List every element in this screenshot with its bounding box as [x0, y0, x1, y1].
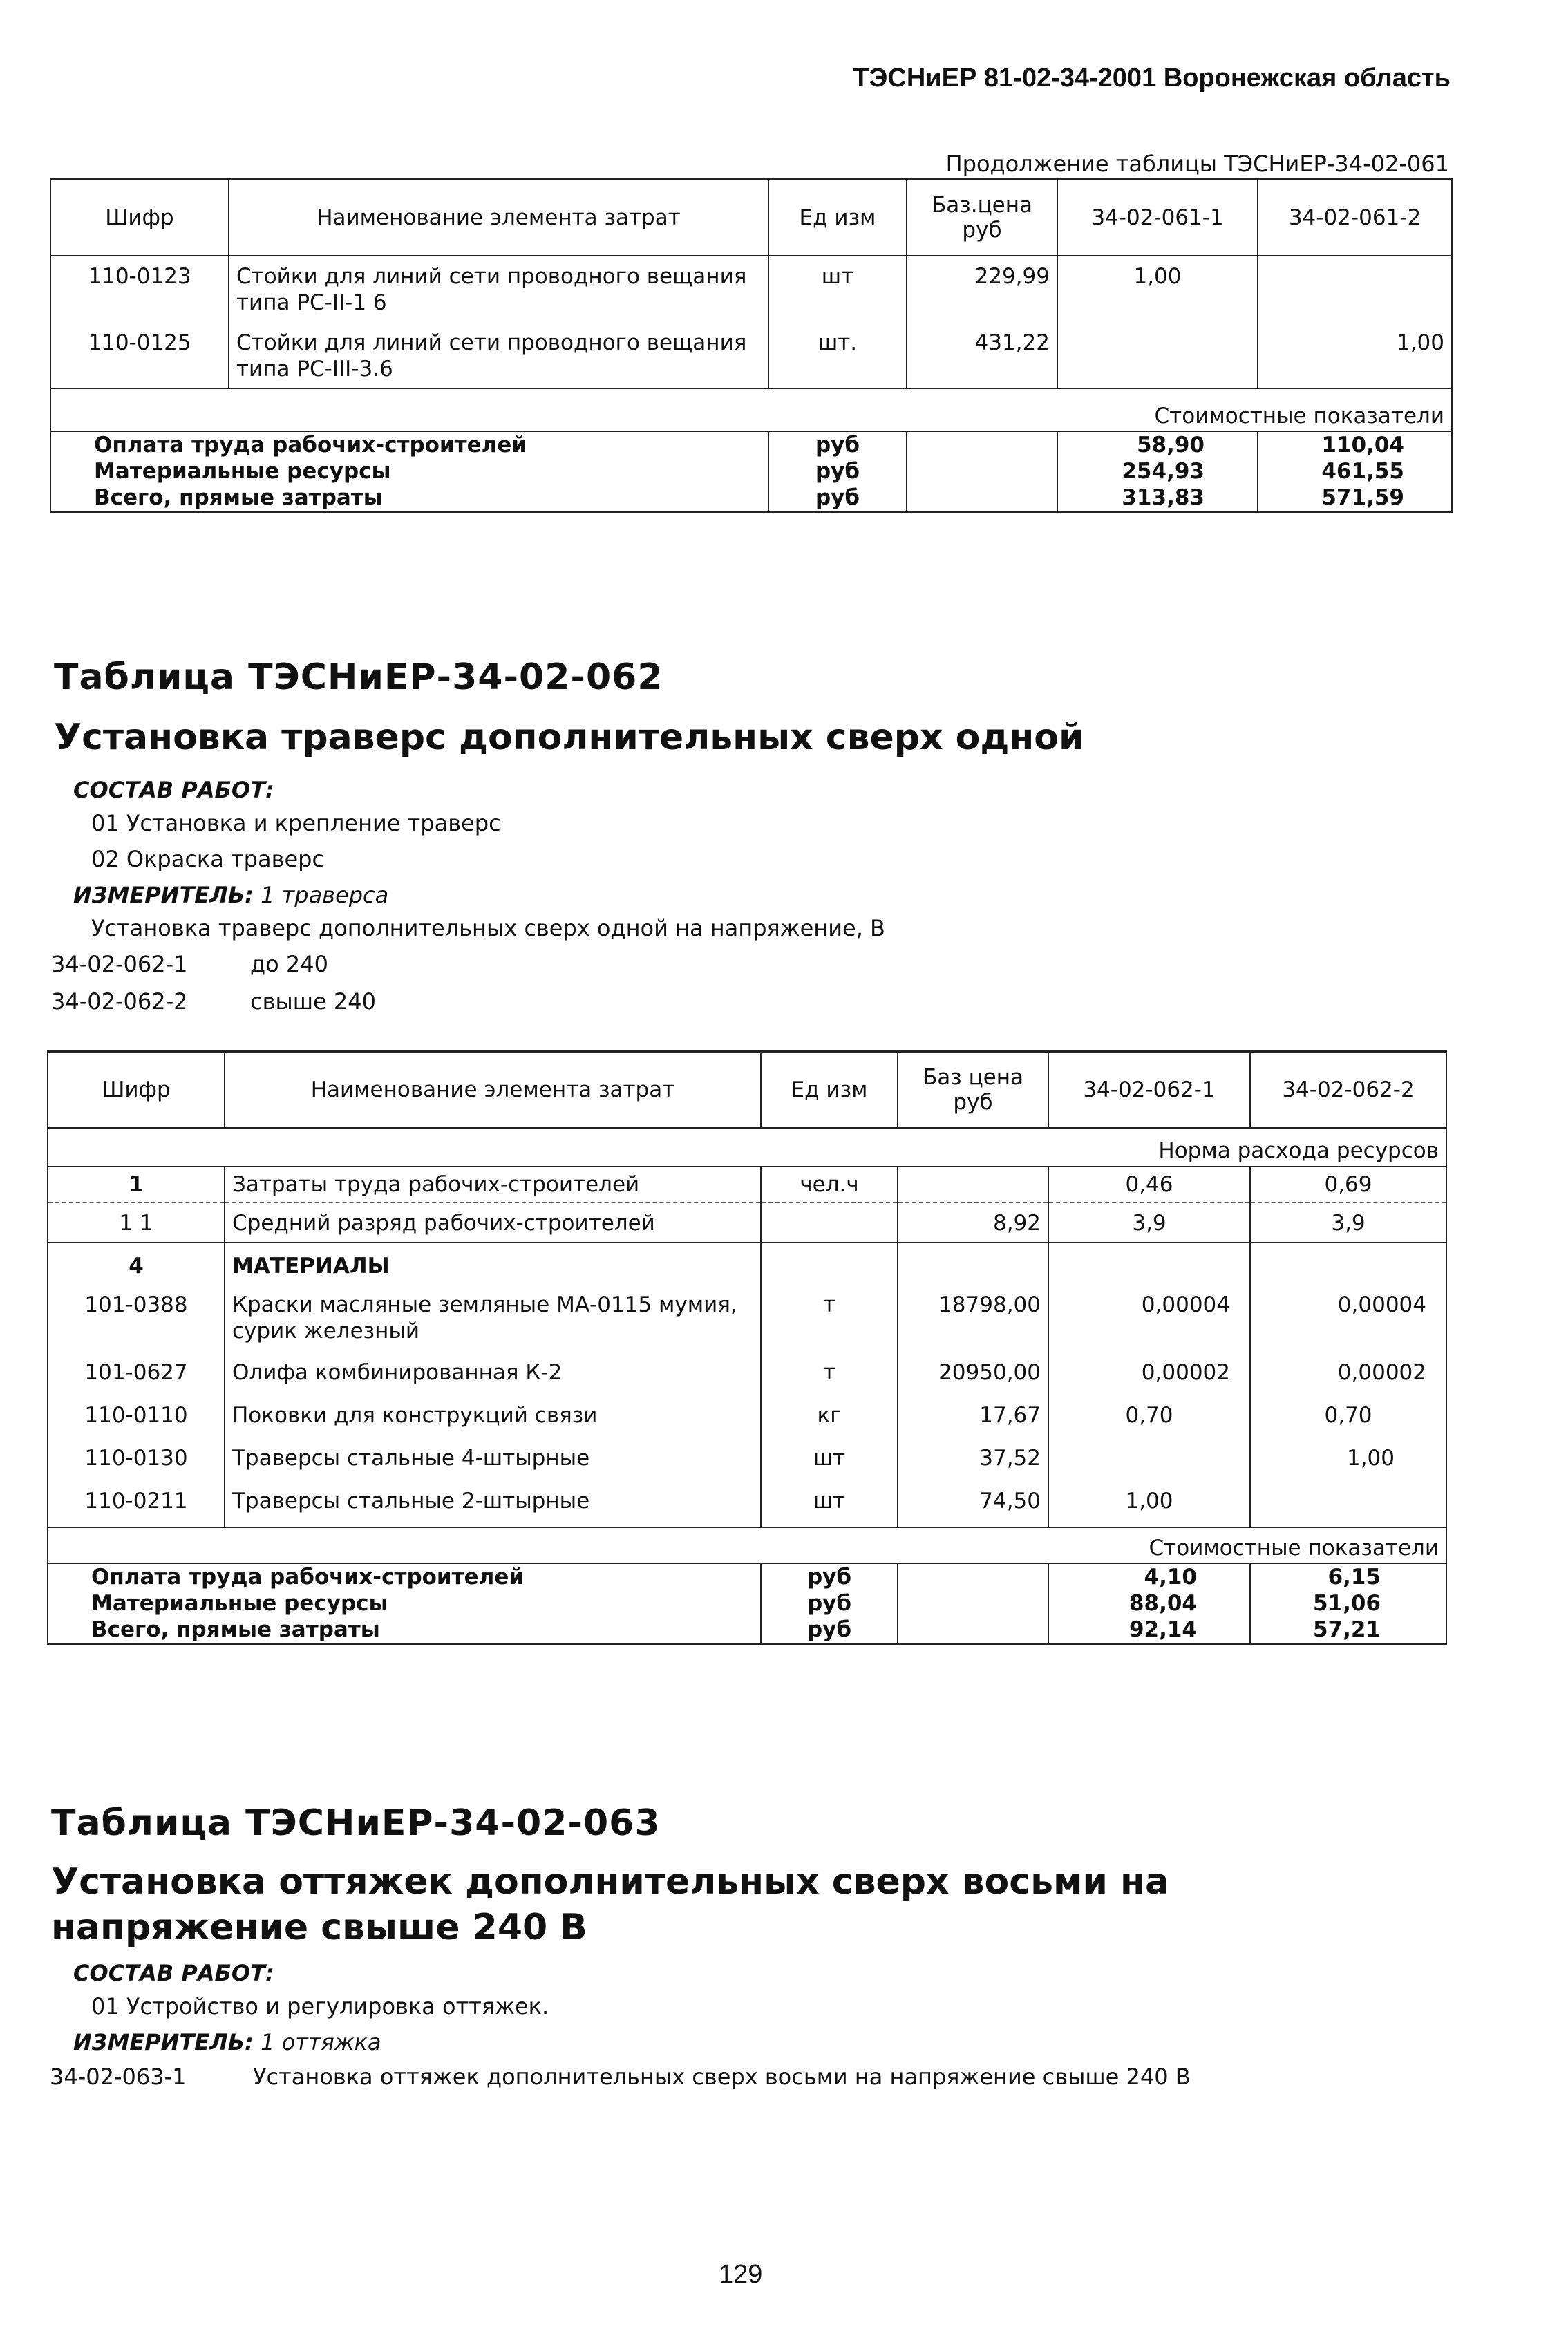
- column-header: Баз цена руб: [898, 1052, 1048, 1129]
- meter-label: ИЗМЕРИТЕЛЬ:: [73, 882, 254, 908]
- column-header: Наименование элемента затрат: [229, 180, 768, 256]
- total-name: Материальные ресурсы: [50, 458, 768, 484]
- row-value-1: 0,00002: [1048, 1344, 1250, 1386]
- row-price: 18798,00: [898, 1283, 1048, 1344]
- total-value-2: 571,59: [1258, 484, 1452, 512]
- work-item: 01 Установка и крепление траверс: [91, 810, 501, 836]
- column-header: Баз.цена руб: [907, 180, 1057, 256]
- table-row: [48, 1386, 1446, 1429]
- table-row: [48, 1471, 1446, 1527]
- row-code: 101-0388: [48, 1283, 225, 1344]
- total-value-2: 110,04: [1258, 431, 1452, 458]
- row-unit: шт: [761, 1471, 898, 1527]
- row-price: 229,99: [907, 256, 1057, 316]
- column-header: 34-02-062-2: [1250, 1052, 1446, 1129]
- item-code: 34-02-062-2: [51, 988, 188, 1015]
- row-unit: т: [761, 1283, 898, 1344]
- total-name: Всего, прямые затраты: [48, 1616, 761, 1644]
- row-name: Траверсы стальные 4-штырные: [225, 1429, 761, 1471]
- table-row: [48, 1283, 1446, 1344]
- table-row: [48, 1429, 1446, 1471]
- total-row: [50, 484, 1452, 512]
- row-value-2: 0,70: [1250, 1386, 1446, 1429]
- table-header-row: [50, 180, 1452, 256]
- row-name: МАТЕРИАЛЫ: [225, 1243, 761, 1283]
- total-price-empty: [907, 458, 1057, 484]
- row-name: Средний разряд рабочих-строителей: [225, 1203, 761, 1243]
- total-name: Оплата труда рабочих-строителей: [50, 431, 768, 458]
- row-price: [898, 1243, 1048, 1283]
- works-label: СОСТАВ РАБОТ:: [73, 777, 274, 803]
- row-name: Поковки для конструкций связи: [225, 1386, 761, 1429]
- row-value-2: [1250, 1471, 1446, 1527]
- total-unit: руб: [761, 1590, 898, 1616]
- page-number: 129: [719, 2260, 763, 2289]
- total-row: [48, 1590, 1446, 1616]
- table-row: [48, 1203, 1446, 1243]
- row-value-2: 1,00: [1258, 316, 1452, 388]
- row-value-1: 3,9: [1048, 1203, 1250, 1243]
- column-header: Ед изм: [761, 1052, 898, 1129]
- item-text: Установка оттяжек дополнительных сверх восьми на напряжение свыше 240 В: [253, 2064, 1191, 2090]
- row-code: 110-0110: [48, 1386, 225, 1429]
- norm-label: Норма расхода ресурсов: [48, 1128, 1446, 1167]
- section-title-062: Таблица ТЭСНиЕР-34-02-062: [54, 657, 663, 698]
- table-continuation-note: Продолжение таблицы ТЭСНиЕР-34-02-061: [945, 151, 1449, 177]
- total-price-empty: [907, 431, 1057, 458]
- total-value-2: 461,55: [1258, 458, 1452, 484]
- table-row: [48, 1167, 1446, 1203]
- column-header: Наименование элемента затрат: [225, 1052, 761, 1129]
- row-code: 1: [48, 1167, 225, 1203]
- table-row: [48, 1243, 1446, 1283]
- row-value-1: [1048, 1243, 1250, 1283]
- row-unit: чел.ч: [761, 1167, 898, 1203]
- meter-label: ИЗМЕРИТЕЛЬ:: [73, 2029, 254, 2055]
- row-value-1: [1048, 1429, 1250, 1471]
- row-price: 431,22: [907, 316, 1057, 388]
- row-value-2: 1,00: [1250, 1429, 1446, 1471]
- column-header: 34-02-062-1: [1048, 1052, 1250, 1129]
- cost-indicators-row: [50, 388, 1452, 431]
- row-unit: шт: [768, 256, 907, 316]
- row-value-2: 3,9: [1250, 1203, 1446, 1243]
- cost-indicators-label: Стоимостные показатели: [48, 1527, 1446, 1563]
- row-code: 4: [48, 1243, 225, 1283]
- row-unit: шт: [761, 1429, 898, 1471]
- total-value-2: 6,15: [1250, 1563, 1446, 1590]
- row-unit: [761, 1203, 898, 1243]
- total-row: [48, 1563, 1446, 1590]
- row-value-2: [1250, 1243, 1446, 1283]
- table-row: [48, 1344, 1446, 1386]
- row-value-2: 0,00002: [1250, 1344, 1446, 1386]
- row-name: Стойки для линий сети проводного вещания типа РС-III-3.6: [229, 316, 768, 388]
- measure-description: Установка траверс дополнительных сверх одной на напряжение, В: [91, 915, 885, 941]
- row-value-1: 0,00004: [1048, 1283, 1250, 1344]
- column-header: 34-02-061-2: [1258, 180, 1452, 256]
- total-value-2: 57,21: [1250, 1616, 1446, 1644]
- item-text: до 240: [250, 951, 328, 977]
- row-value-1: 1,00: [1048, 1471, 1250, 1527]
- row-price: 8,92: [898, 1203, 1048, 1243]
- total-value-1: 58,90: [1057, 431, 1258, 458]
- row-value-1: [1057, 316, 1258, 388]
- total-unit: руб: [768, 431, 907, 458]
- cost-indicators-label: Стоимостные показатели: [50, 388, 1452, 431]
- meter-line: [73, 882, 388, 908]
- row-code: 110-0211: [48, 1471, 225, 1527]
- total-name: Материальные ресурсы: [48, 1590, 761, 1616]
- row-code: 110-0123: [50, 256, 229, 316]
- row-name: Затраты труда рабочих-строителей: [225, 1167, 761, 1203]
- row-name: Краски масляные земляные МА-0115 мумия, сурик железный: [225, 1283, 761, 1344]
- work-item: 01 Устройство и регулировка оттяжек.: [91, 1993, 549, 2019]
- works-label: СОСТАВ РАБОТ:: [73, 1960, 274, 1986]
- work-item: 02 Окраска траверс: [91, 846, 325, 872]
- total-value-1: 92,14: [1048, 1616, 1250, 1644]
- row-name: Стойки для линий сети проводного вещания типа РС-II-1 6: [229, 256, 768, 316]
- table-row: [50, 256, 1452, 316]
- total-row: [50, 431, 1452, 458]
- column-header: 34-02-061-1: [1057, 180, 1258, 256]
- resource-table-061: [50, 178, 1453, 513]
- row-code: 1 1: [48, 1203, 225, 1243]
- total-unit: руб: [761, 1563, 898, 1590]
- page-header: ТЭСНиЕР 81-02-34-2001 Воронежская область: [853, 64, 1451, 93]
- cost-indicators-row: [48, 1527, 1446, 1563]
- total-row: [50, 458, 1452, 484]
- meter-value: 1 оттяжка: [261, 2029, 381, 2055]
- total-unit: руб: [761, 1616, 898, 1644]
- meter-value: 1 траверса: [261, 882, 389, 908]
- total-value-1: 4,10: [1048, 1563, 1250, 1590]
- total-name: Всего, прямые затраты: [50, 484, 768, 512]
- total-value-1: 313,83: [1057, 484, 1258, 512]
- total-price-empty: [898, 1563, 1048, 1590]
- column-header: Ед изм: [768, 180, 907, 256]
- row-code: 101-0627: [48, 1344, 225, 1386]
- row-unit: [761, 1243, 898, 1283]
- section-title-063: Таблица ТЭСНиЕР-34-02-063: [51, 1802, 661, 1844]
- section-subtitle-063: Установка оттяжек дополнительных сверх восьми на напряжение свыше 240 В: [51, 1861, 1170, 1948]
- total-value-1: 88,04: [1048, 1590, 1250, 1616]
- row-value-2: 0,00004: [1250, 1283, 1446, 1344]
- row-price: 74,50: [898, 1471, 1048, 1527]
- norm-row: [48, 1128, 1446, 1167]
- section-subtitle-062: Установка траверс дополнительных сверх одной: [54, 717, 1084, 758]
- total-value-2: 51,06: [1250, 1590, 1446, 1616]
- row-value-1: 0,70: [1048, 1386, 1250, 1429]
- row-value-1: 0,46: [1048, 1167, 1250, 1203]
- row-code: 110-0125: [50, 316, 229, 388]
- row-value-2: 0,69: [1250, 1167, 1446, 1203]
- row-price: 17,67: [898, 1386, 1048, 1429]
- table-row: [50, 316, 1452, 388]
- total-price-empty: [898, 1616, 1048, 1644]
- item-text: свыше 240: [250, 988, 376, 1015]
- row-unit: шт.: [768, 316, 907, 388]
- row-price: 20950,00: [898, 1344, 1048, 1386]
- row-code: 110-0130: [48, 1429, 225, 1471]
- item-code: 34-02-062-1: [51, 951, 188, 977]
- table-header-row: [48, 1052, 1446, 1129]
- item-code: 34-02-063-1: [50, 2064, 187, 2090]
- row-unit: кг: [761, 1386, 898, 1429]
- row-name: Траверсы стальные 2-штырные: [225, 1471, 761, 1527]
- column-header: Шифр: [50, 180, 229, 256]
- total-price-empty: [907, 484, 1057, 512]
- row-price: [898, 1167, 1048, 1203]
- total-price-empty: [898, 1590, 1048, 1616]
- resource-table-062: [47, 1050, 1447, 1645]
- total-unit: руб: [768, 484, 907, 512]
- row-name: Олифа комбинированная К-2: [225, 1344, 761, 1386]
- total-row: [48, 1616, 1446, 1644]
- total-value-1: 254,93: [1057, 458, 1258, 484]
- row-price: 37,52: [898, 1429, 1048, 1471]
- total-unit: руб: [768, 458, 907, 484]
- row-value-2: [1258, 256, 1452, 316]
- meter-line: [73, 2029, 381, 2055]
- row-unit: т: [761, 1344, 898, 1386]
- column-header: Шифр: [48, 1052, 225, 1129]
- row-value-1: 1,00: [1057, 256, 1258, 316]
- total-name: Оплата труда рабочих-строителей: [48, 1563, 761, 1590]
